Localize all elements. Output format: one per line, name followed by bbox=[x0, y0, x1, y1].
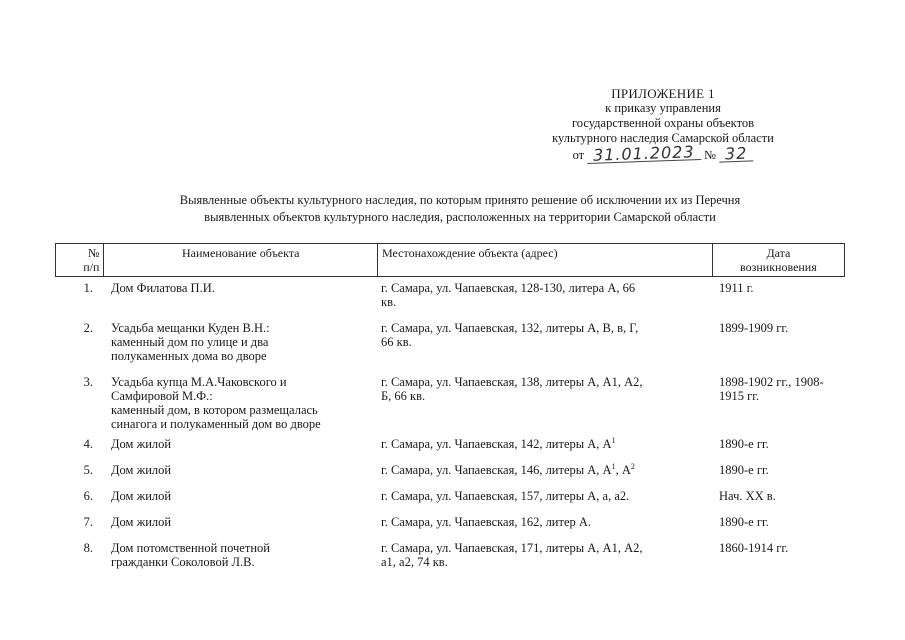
object-name-line: Усадьба купца М.А.Чаковского и bbox=[111, 375, 287, 389]
address-line: г. Самара, ул. Чапаевская, 171, литеры А, А1, А2, bbox=[381, 541, 643, 555]
object-address bbox=[369, 541, 709, 569]
table-row bbox=[55, 489, 845, 503]
date-line: 1898-1902 гг., 1908- bbox=[719, 375, 824, 389]
date-line: 1890-е гг. bbox=[719, 463, 769, 477]
object-date bbox=[709, 489, 859, 503]
handwritten-number: 32 bbox=[719, 145, 754, 162]
address-line: г. Самара, ул. Чапаевская, 162, литер А. bbox=[381, 515, 592, 529]
address-line: г. Самара, ул. Чапаевская, 132, литеры А, В, в, Г, bbox=[381, 321, 639, 335]
object-name bbox=[111, 375, 369, 431]
object-name-line: Дом потомственной почетной bbox=[111, 541, 270, 555]
date-line: Нач. XX в. bbox=[719, 489, 776, 503]
object-name bbox=[111, 489, 369, 503]
object-name-line: каменный дом по улице и два bbox=[111, 335, 269, 349]
address-line: Б, 66 кв. bbox=[381, 389, 426, 403]
object-date bbox=[709, 515, 859, 529]
object-name bbox=[111, 321, 369, 363]
table-row bbox=[55, 541, 845, 569]
table-row bbox=[55, 375, 845, 431]
row-number: 6. bbox=[83, 489, 93, 503]
header-num-line-1: № bbox=[88, 246, 100, 260]
object-address bbox=[369, 437, 709, 451]
table-body bbox=[55, 281, 845, 581]
address-superscript: 2 bbox=[630, 461, 635, 471]
address-line: г. Самара, ул. Чапаевская, 157, литеры А, а, а2. bbox=[381, 489, 630, 503]
date-line: 1911 г. bbox=[719, 281, 754, 295]
header-num-line-2: п/п bbox=[83, 260, 100, 274]
object-date bbox=[709, 541, 859, 569]
number-label: № bbox=[704, 148, 716, 162]
address-line bbox=[381, 437, 709, 451]
handwritten-date: 31.01.2023 bbox=[587, 144, 701, 164]
table-row bbox=[55, 437, 845, 451]
object-date bbox=[709, 463, 859, 477]
row-number: 7. bbox=[83, 515, 93, 529]
object-name-line: каменный дом, в котором размещалась bbox=[111, 403, 318, 417]
appendix-title: ПРИЛОЖЕНИЕ 1 bbox=[611, 86, 715, 101]
heading-line-1: Выявленные объекты культурного наследия, по которым принято решение об исключении их из Перечня bbox=[179, 193, 741, 207]
row-number: 2. bbox=[83, 321, 93, 335]
date-line: 1915 гг. bbox=[719, 389, 760, 403]
row-number: 8. bbox=[83, 541, 93, 555]
table-row bbox=[55, 281, 845, 309]
object-name-line: Дом Филатова П.И. bbox=[111, 281, 215, 295]
object-name-line: синагога и полукаменный дом во дворе bbox=[111, 417, 321, 431]
header-num bbox=[56, 244, 104, 277]
date-line: 1860-1914 гг. bbox=[719, 541, 789, 555]
address-line: а1, а2, 74 кв. bbox=[381, 555, 448, 569]
address-text: г. Самара, ул. Чапаевская, 146, литеры А, А bbox=[381, 463, 612, 477]
object-name-line: Дом жилой bbox=[111, 437, 172, 451]
from-label: от bbox=[572, 148, 585, 162]
object-name-line: Усадьба мещанки Куден В.Н.: bbox=[111, 321, 270, 335]
date-line: 1899-1909 гг. bbox=[719, 321, 789, 335]
table-row bbox=[55, 321, 845, 363]
header-date-line-2: возникновения bbox=[740, 260, 817, 274]
object-date bbox=[709, 281, 859, 309]
address-line: г. Самара, ул. Чапаевская, 128-130, литера А, 66 bbox=[381, 281, 636, 295]
object-name-line: гражданки Соколовой Л.В. bbox=[111, 555, 255, 569]
heading-line-2: выявленных объектов культурного наследия, расположенных на территории Самарской области bbox=[204, 210, 716, 224]
appendix-block bbox=[513, 86, 813, 163]
object-name bbox=[111, 541, 369, 569]
address-line: кв. bbox=[381, 295, 397, 309]
order-date-number bbox=[513, 142, 813, 165]
header-date bbox=[712, 244, 844, 277]
header-address: Местонахождение объекта (адрес) bbox=[378, 244, 713, 277]
object-address bbox=[369, 321, 709, 363]
address-superscript: 1 bbox=[611, 435, 616, 445]
appendix-line-2: государственной охраны объектов bbox=[571, 116, 755, 130]
object-date bbox=[709, 437, 859, 451]
date-line: 1890-е гг. bbox=[719, 437, 769, 451]
object-address bbox=[369, 375, 709, 431]
object-name bbox=[111, 463, 369, 477]
object-name-line: Дом жилой bbox=[111, 463, 172, 477]
address-line: г. Самара, ул. Чапаевская, 138, литеры А, А1, А2, bbox=[381, 375, 643, 389]
date-line: 1890-е гг. bbox=[719, 515, 769, 529]
document-heading bbox=[60, 192, 860, 226]
object-name bbox=[111, 281, 369, 309]
object-date bbox=[709, 321, 859, 363]
row-number: 5. bbox=[83, 463, 93, 477]
appendix-line-3: культурного наследия Самарской области bbox=[552, 131, 774, 145]
table-row bbox=[55, 515, 845, 529]
row-number: 4. bbox=[83, 437, 93, 451]
address-text: г. Самара, ул. Чапаевская, 142, литеры А, А bbox=[381, 437, 612, 451]
object-name-line: полукаменных дома во дворе bbox=[111, 349, 267, 363]
object-name-line: Дом жилой bbox=[111, 489, 172, 503]
address-line: 66 кв. bbox=[381, 335, 412, 349]
object-address bbox=[369, 489, 709, 503]
appendix-line-1: к приказу управления bbox=[605, 101, 721, 115]
header-name: Наименование объекта bbox=[104, 244, 378, 277]
object-address bbox=[369, 515, 709, 529]
address-line bbox=[381, 463, 709, 477]
object-date bbox=[709, 375, 859, 431]
address-superscript: 1 bbox=[611, 461, 616, 471]
table-header bbox=[55, 243, 845, 277]
address-text: , А bbox=[615, 463, 631, 477]
object-name-line: Дом жилой bbox=[111, 515, 172, 529]
object-address bbox=[369, 281, 709, 309]
row-number: 3. bbox=[83, 375, 93, 389]
object-address bbox=[369, 463, 709, 477]
row-number: 1. bbox=[83, 281, 93, 295]
header-date-line-1: Дата bbox=[766, 246, 791, 260]
table-row bbox=[55, 463, 845, 477]
object-name bbox=[111, 437, 369, 451]
object-name bbox=[111, 515, 369, 529]
object-name-line: Самфировой М.Ф.: bbox=[111, 389, 213, 403]
